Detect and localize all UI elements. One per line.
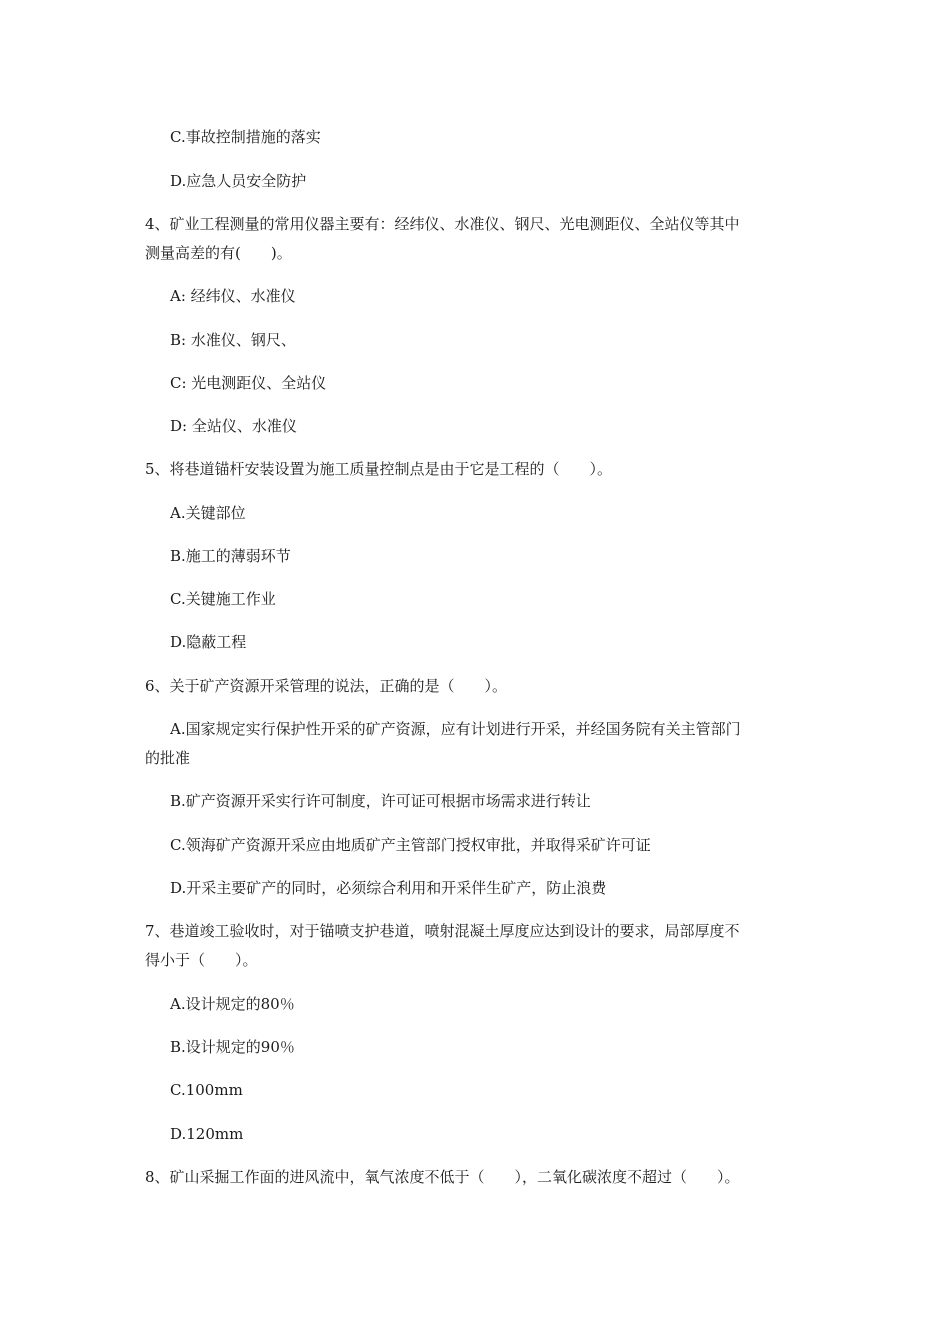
q3-option-c: C.事故控制措施的落实 xyxy=(170,128,321,146)
q6-stem: 6、关于矿产资源开采管理的说法，正确的是（ ）。 xyxy=(145,677,508,695)
q3-option-d: D.应急人员安全防护 xyxy=(170,172,307,190)
q7-stem-line1: 7、巷道竣工验收时，对于锚喷支护巷道，喷射混凝土厚度应达到设计的要求，局部厚度不 xyxy=(145,922,740,940)
q4-option-c: C: 光电测距仪、全站仪 xyxy=(170,374,327,392)
q7-option-a: A.设计规定的80％ xyxy=(170,995,295,1013)
q5-option-b: B.施工的薄弱环节 xyxy=(170,547,291,565)
q5-option-a: A.关键部位 xyxy=(170,504,246,522)
q7-option-c: C.100mm xyxy=(170,1081,243,1099)
q7-option-d: D.120mm xyxy=(170,1125,244,1143)
q6-option-a-line1: A.国家规定实行保护性开采的矿产资源，应有计划进行开采，并经国务院有关主管部门 xyxy=(170,720,741,738)
q5-option-d: D.隐蔽工程 xyxy=(170,633,247,651)
q8-stem: 8、矿山采掘工作面的进风流中，氧气浓度不低于（ ），二氧化碳浓度不超过（ ）。 xyxy=(145,1168,740,1186)
q4-option-d: D: 全站仪、水准仪 xyxy=(170,417,297,435)
q4-option-a: A: 经纬仪、水准仪 xyxy=(170,287,296,305)
q5-stem: 5、将巷道锚杆安装设置为施工质量控制点是由于它是工程的（ ）。 xyxy=(145,460,613,478)
q7-stem-line2: 得小于（ ）。 xyxy=(145,951,258,969)
q4-option-b: B: 水准仪、钢尺、 xyxy=(170,331,296,349)
q6-option-d: D.开采主要矿产的同时，必须综合利用和开采伴生矿产，防止浪费 xyxy=(170,879,607,897)
q6-option-a-line2: 的批准 xyxy=(145,749,191,767)
q4-stem-line2: 测量高差的有( )。 xyxy=(145,244,292,262)
q5-option-c: C.关键施工作业 xyxy=(170,590,276,608)
q6-option-b: B.矿产资源开采实行许可制度，许可证可根据市场需求进行转让 xyxy=(170,792,591,810)
q4-stem-line1: 4、矿业工程测量的常用仪器主要有：经纬仪、水准仪、钢尺、光电测距仪、全站仪等其中 xyxy=(145,215,740,233)
q6-option-c: C.领海矿产资源开采应由地质矿产主管部门授权审批，并取得采矿许可证 xyxy=(170,836,651,854)
q7-option-b: B.设计规定的90％ xyxy=(170,1038,295,1056)
